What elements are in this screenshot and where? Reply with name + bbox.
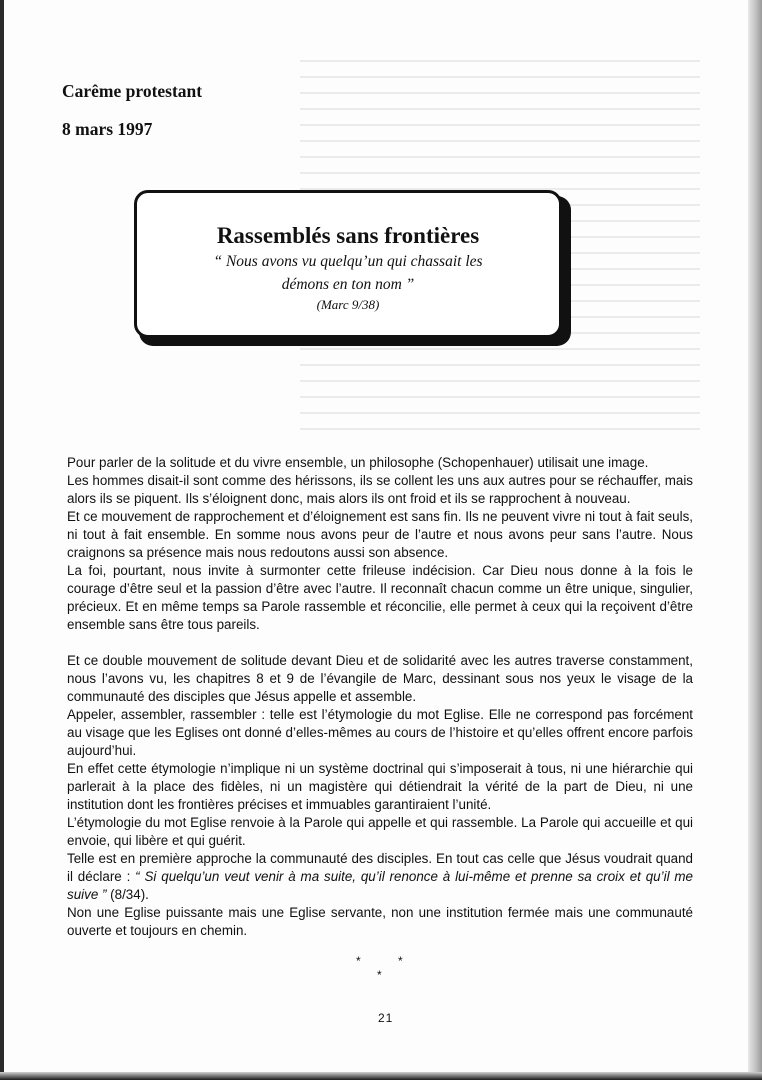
scripture-quote: “ Si quelqu’un veut venir à ma suite, qu’il renonce à lui-même et prenne sa croix et qu’il me suive ” [67,869,694,902]
paragraph: En effet cette étymologie n’implique ni un système doctrinal qui s’imposerait à tous, ni une hiérarchie qui parlerait à la place des fidèles, ni un magistère qui détiendrait la vérité de la part de Dieu, ni une institution dont les frontières précises et immuables garantiraient l’unité. [67,761,693,812]
paragraph: L’étymologie du mot Eglise renvoie à la Parole qui appelle et qui rassemble. La Parole qui accueille et qui envoie, qui libère et qui guérit. [67,815,693,848]
scan-edge-left [0,0,4,1080]
epigraph-line-1: “ Nous avons vu quelqu’un qui chassait les [213,253,483,270]
title-box [134,190,562,338]
separator-star: * [377,968,382,982]
paragraph: Les hommes disait-il sont comme des hérissons, ils se collent les uns aux autres pour se réchauffer, mais alors ils se piquent. Ils s’éloignent donc, mais alors ils ont froid et ils se rapprochent à nouveau. [67,473,693,506]
paragraph: Appeler, assembler, rassembler : telle est l’étymologie du mot Eglise. Elle ne correspond pas forcément au visage que les Eglises ont donné d’elles-mêmes au cours de l’histoire et qu’elles offrent encore parfois aujourd’hui. [67,707,693,758]
scan-edge-bottom [0,1072,762,1080]
paragraph [67,850,693,904]
body-text [67,454,693,940]
page-title: Rassemblés sans frontières [216,223,480,248]
header-date: 8 mars 1997 [62,119,153,139]
paragraph: Pour parler de la solitude et du vivre ensemble, un philosophe (Schopenhauer) utilisait une image. [67,455,649,470]
separator-star: * [398,954,403,968]
paragraph-text: Telle est en première approche la communauté des disciples. En tout cas celle que Jésus voudrait quand il déclare : [67,851,693,884]
paragraph: Et ce double mouvement de solitude devant Dieu et de solidarité avec les autres traverse constamment, nous l’avons vu, les chapitres 8 et 9 de l’évangile de Marc, dessinant sous nos yeux le visage de la communauté des disciples que Jésus appelle et assemble. [67,653,693,704]
paragraph: Non une Eglise puissante mais une Eglise servante, non une institution fermée mais une communauté ouverte et toujours en chemin. [67,905,693,938]
header [62,72,202,148]
epigraph-reference: (Marc 9/38) [316,297,380,312]
epigraph-line-2: démons en ton nom ” [281,276,415,293]
separator-star: * [356,954,361,968]
header-event: Carême protestant [62,81,203,101]
paragraph: La foi, pourtant, nous invite à surmonter cette frileuse indécision. Car Dieu nous donne à la fois le courage d’être seul et la passion d’être avec l’autre. Il reconnaît chacun comme un être unique, singulier, précieux. Et en même temps sa Parole rassemble et réconcilie, elle permet à ceux qui la reçoivent d’être ensemble sans être tous pareils. [67,563,693,632]
paragraph-text: (8/34). [106,887,149,902]
page-number: 21 [378,1011,394,1025]
paragraph-gap [67,634,693,652]
scan-edge-right [748,0,762,1080]
paragraph: Et ce mouvement de rapprochement et d’éloignement est sans fin. Ils ne peuvent vivre ni tout à fait seuls, ni tout à fait ensemble. En somme nous avons peur de l’autre et nous avons peur sans l’autre. Nous craignons sa présence mais nous redoutons aussi son absence. [67,509,693,560]
